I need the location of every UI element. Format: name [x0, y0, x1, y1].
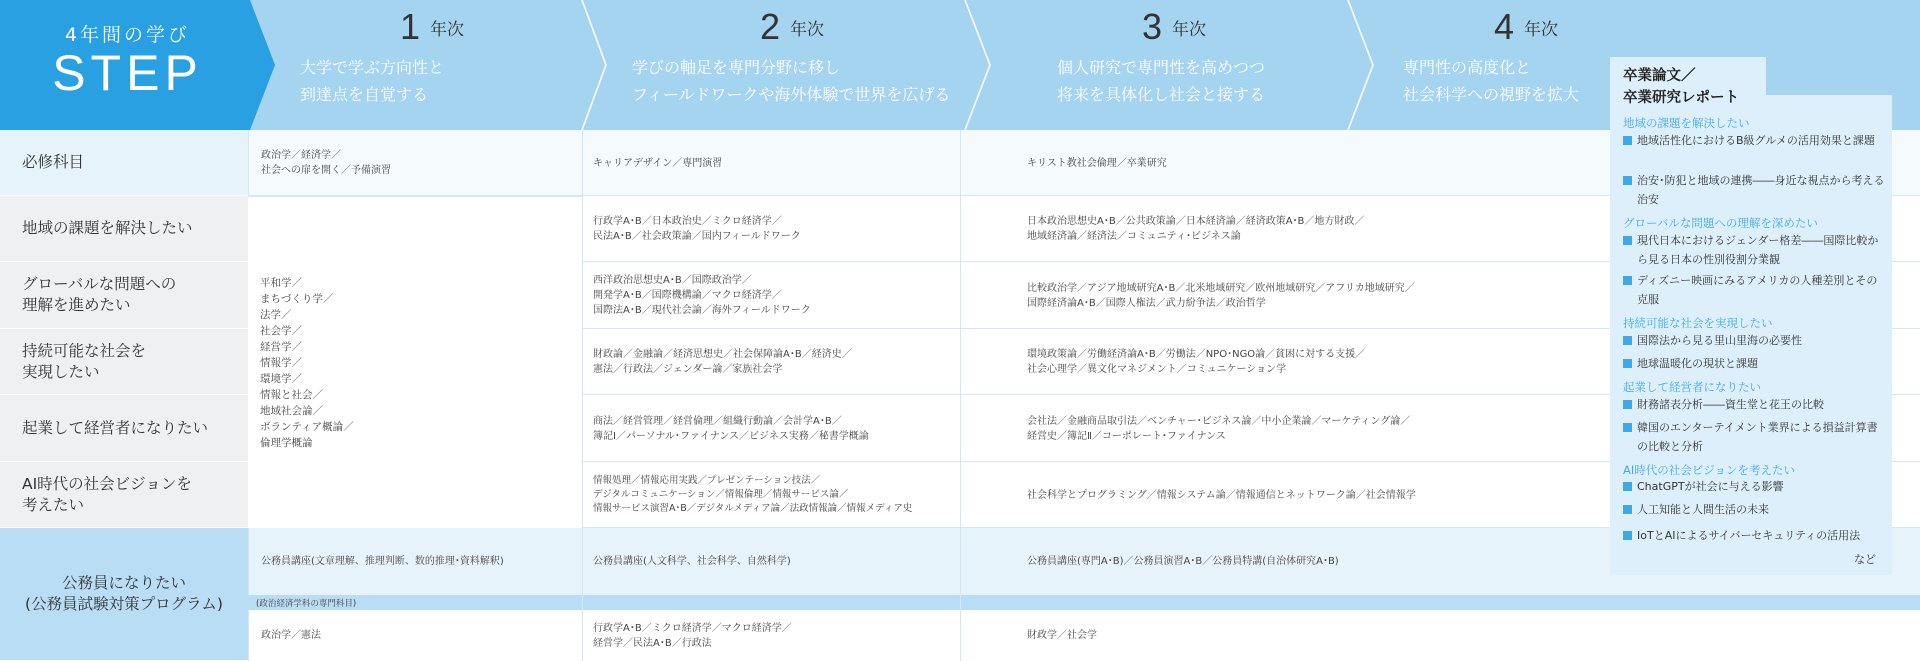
- grad-item-text: 財務諸表分析――資生堂と花王の比較: [1637, 398, 1824, 411]
- row-label-sustainable: 持続可能な社会を 実現したい: [0, 329, 248, 395]
- grad-item: [1623, 395, 1885, 414]
- column-divider: [960, 130, 961, 661]
- year-1-description: 大学で学ぶ方向性と 到達点を自覚する: [300, 58, 445, 104]
- cell-required-year3: キリスト教社会倫理／卒業研究: [960, 130, 1920, 196]
- chevron-divider-3: [1348, 0, 1373, 130]
- grad-item: [1623, 231, 1885, 269]
- grad-item: [1623, 171, 1885, 209]
- subject-band-label: (政治経済学科の専門科目): [256, 599, 357, 609]
- grad-item: [1623, 500, 1885, 519]
- grad-item: [1623, 418, 1885, 456]
- year-1-unit: 年次: [430, 20, 465, 40]
- cell-ai-year2: 情報処理／情報応用実践／プレゼンテーション技法／ デジタルコミュニケーション／情報倫理／情報サービス論／ 情報サービス演習A･B／デジタルメディア論／法政情報論／情報メディア史: [582, 462, 960, 528]
- grad-item-text: ChatGPTが社会に与える影響: [1637, 480, 1784, 493]
- grad-item-text: IoTとAIによるサイバーセキュリティの活用法: [1637, 529, 1861, 542]
- grad-item: [1623, 131, 1885, 150]
- cell-entrepreneur-year3: 会社法／金融商品取引法／ベンチャー･ビジネス論／中小企業論／マーケティング論／ 経営史／簿記Ⅱ／コーポレート･ファイナンス: [960, 395, 1920, 462]
- grad-item: [1623, 331, 1885, 350]
- cell-public-sub-year2: 行政学A･B／ミクロ経済学／マクロ経済学／ 経営学／民法A･B／行政法: [582, 610, 960, 661]
- grad-etc: など: [1854, 553, 1876, 566]
- year-3-description: 個人研究で専門性を高めつつ 将来を具体化し社会と接する: [1057, 58, 1266, 104]
- cell-sustainable-year2: 財政論／金融論／経済思想史／社会保障論A･B／経済史／ 憲法／行政法／ジェンダー論／家族社会学: [582, 329, 960, 395]
- grad-item-text: 国際法から見る里山里海の必要性: [1637, 334, 1802, 347]
- chevron-divider-1: [582, 0, 606, 130]
- cell-public-sub-year1: 政治学／憲法: [248, 610, 582, 661]
- grad-item-text: 地域活性化におけるB級グルメの活用効果と課題: [1637, 134, 1875, 147]
- grad-item-text: 地球温暖化の現状と課題: [1637, 357, 1758, 370]
- year1-elective-list: 平和学／ まちづくり学／ 法学／ 社会学／ 経営学／ 情報学／ 環境学／ 情報と社会／ 地域社会論／ ボランティア概論／ 倫理学概論: [248, 196, 582, 528]
- year-4-unit: 年次: [1524, 20, 1559, 40]
- column-divider: [582, 130, 583, 661]
- grad-heading-global: グローバルな問題への理解を深めたい: [1623, 216, 1818, 230]
- row-label-required: 必修科目: [0, 130, 248, 196]
- cell-regional-year3: 日本政治思想史A･B／公共政策論／日本経済論／経済政策A･B／地方財政／ 地域経済論／経済法／コミュニティ･ビジネス論: [960, 196, 1920, 262]
- row-label-ai: AI時代の社会ビジョンを 考えたい: [0, 462, 248, 528]
- year-4-description: 専門性の高度化と 社会科学への視野を拡大: [1403, 58, 1580, 104]
- grad-item-text: 韓国のエンターテイメント業界による損益計算書の比較と分析: [1637, 421, 1878, 453]
- year-2-number: 2: [760, 6, 781, 47]
- row-label-regional: 地域の課題を解決したい: [0, 196, 248, 262]
- cell-global-year2: 西洋政治思想史A･B／国際政治学／ 開発学A･B／国際機構論／マクロ経済学／ 国際法A･B／現代社会論／海外フィールドワーク: [582, 262, 960, 329]
- grad-heading-regional: 地域の課題を解決したい: [1623, 116, 1750, 130]
- year-3-number: 3: [1142, 6, 1163, 47]
- cell-entrepreneur-year2: 商法／経営管理／経営倫理／組織行動論／会計学A･B／ 簿記Ⅰ／パーソナル･ファイナンス／ビジネス実務／秘書学概論: [582, 395, 960, 462]
- cell-required-year2: キャリアデザイン／専門演習: [582, 130, 960, 196]
- square-bullet-icon: [1623, 236, 1632, 245]
- year-3-heading: [1142, 6, 1206, 48]
- grad-heading-sustainable: 持続可能な社会を実現したい: [1623, 316, 1773, 330]
- year-1-number: 1: [400, 6, 421, 47]
- cell-global-year3: 比較政治学／アジア地域研究A･B／北米地域研究／欧州地域研究／アフリカ地域研究／ 国際経済論A･B／国際人権法／武力紛争法／政治哲学: [960, 262, 1920, 329]
- square-bullet-icon: [1623, 136, 1632, 145]
- cell-public-sub-year3: 財政学／社会学: [960, 610, 1920, 661]
- year-2-heading: [760, 6, 824, 48]
- square-bullet-icon: [1623, 482, 1632, 491]
- grad-item: [1623, 526, 1885, 545]
- year-4-heading: [1494, 6, 1558, 48]
- grad-heading-entrepreneur: 起業して経営者になりたい: [1623, 380, 1761, 394]
- chevron-divider-2: [965, 0, 990, 130]
- subject-band: [248, 595, 1920, 610]
- cell-regional-year2: 行政学A･B／日本政治史／ミクロ経済学／ 民法A･B／社会政策論／国内フィールドワーク: [582, 196, 960, 262]
- cell-public-year3: 公務員講座(専門A･B)／公務員演習A･B／公務員特講(自治体研究A･B): [960, 528, 1920, 595]
- square-bullet-icon: [1623, 400, 1632, 409]
- cell-sustainable-year3: 環境政策論／労働経済論A･B／労働法／NPO･NGO論／貧困に対する支援／ 社会心理学／異文化マネジメント／コミュニケーション学: [960, 329, 1920, 395]
- grad-item: [1623, 271, 1885, 309]
- cell-public-year1: 公務員講座(文章理解、推理判断、数的推理･資料解釈): [248, 528, 582, 595]
- year-2-unit: 年次: [790, 20, 825, 40]
- year-2-description: 学びの軸足を専門分野に移し フィールドワークや海外体験で世界を広げる: [632, 58, 951, 104]
- row-label-public-service: 公務員になりたい (公務員試験対策プログラム): [0, 528, 248, 661]
- grad-item: [1623, 354, 1885, 373]
- cell-ai-year3: 社会科学とプログラミング／情報システム論／情報通信とネットワーク論／社会情報学: [960, 462, 1920, 528]
- step-title: STEP: [52, 45, 203, 101]
- square-bullet-icon: [1623, 336, 1632, 345]
- step-subtitle: 4年間の学び: [64, 24, 191, 46]
- square-bullet-icon: [1623, 505, 1632, 514]
- year-4-number: 4: [1494, 6, 1515, 47]
- step-badge: [0, 0, 275, 130]
- cell-required-year1: 政治学／経済学／ 社会への扉を開く／予備演習: [248, 130, 582, 196]
- square-bullet-icon: [1623, 176, 1632, 185]
- row-label-entrepreneur: 起業して経営者になりたい: [0, 395, 248, 462]
- grad-item-text: ディズニー映画にみるアメリカの人種差別とその克服: [1637, 274, 1878, 306]
- square-bullet-icon: [1623, 359, 1632, 368]
- square-bullet-icon: [1623, 276, 1632, 285]
- cell-public-year2: 公務員講座(人文科学、社会科学、自然科学): [582, 528, 960, 595]
- grad-item-text: 治安･防犯と地域の連携――身近な視点から考える治安: [1637, 174, 1885, 206]
- square-bullet-icon: [1623, 531, 1632, 540]
- year-3-unit: 年次: [1172, 20, 1207, 40]
- grad-heading-ai: AI時代の社会ビジョンを考えたい: [1623, 463, 1796, 477]
- grad-item: [1623, 477, 1885, 496]
- year-1-heading: [400, 6, 464, 48]
- graduation-title: 卒業論文／ 卒業研究レポート: [1623, 68, 1739, 106]
- grad-item-text: 現代日本におけるジェンダー格差――国際比較から見る日本の性別役割分業観: [1637, 234, 1879, 266]
- row-label-global: グローバルな問題への 理解を進めたい: [0, 262, 248, 329]
- grad-item-text: 人工知能と人間生活の未来: [1637, 503, 1769, 516]
- square-bullet-icon: [1623, 423, 1632, 432]
